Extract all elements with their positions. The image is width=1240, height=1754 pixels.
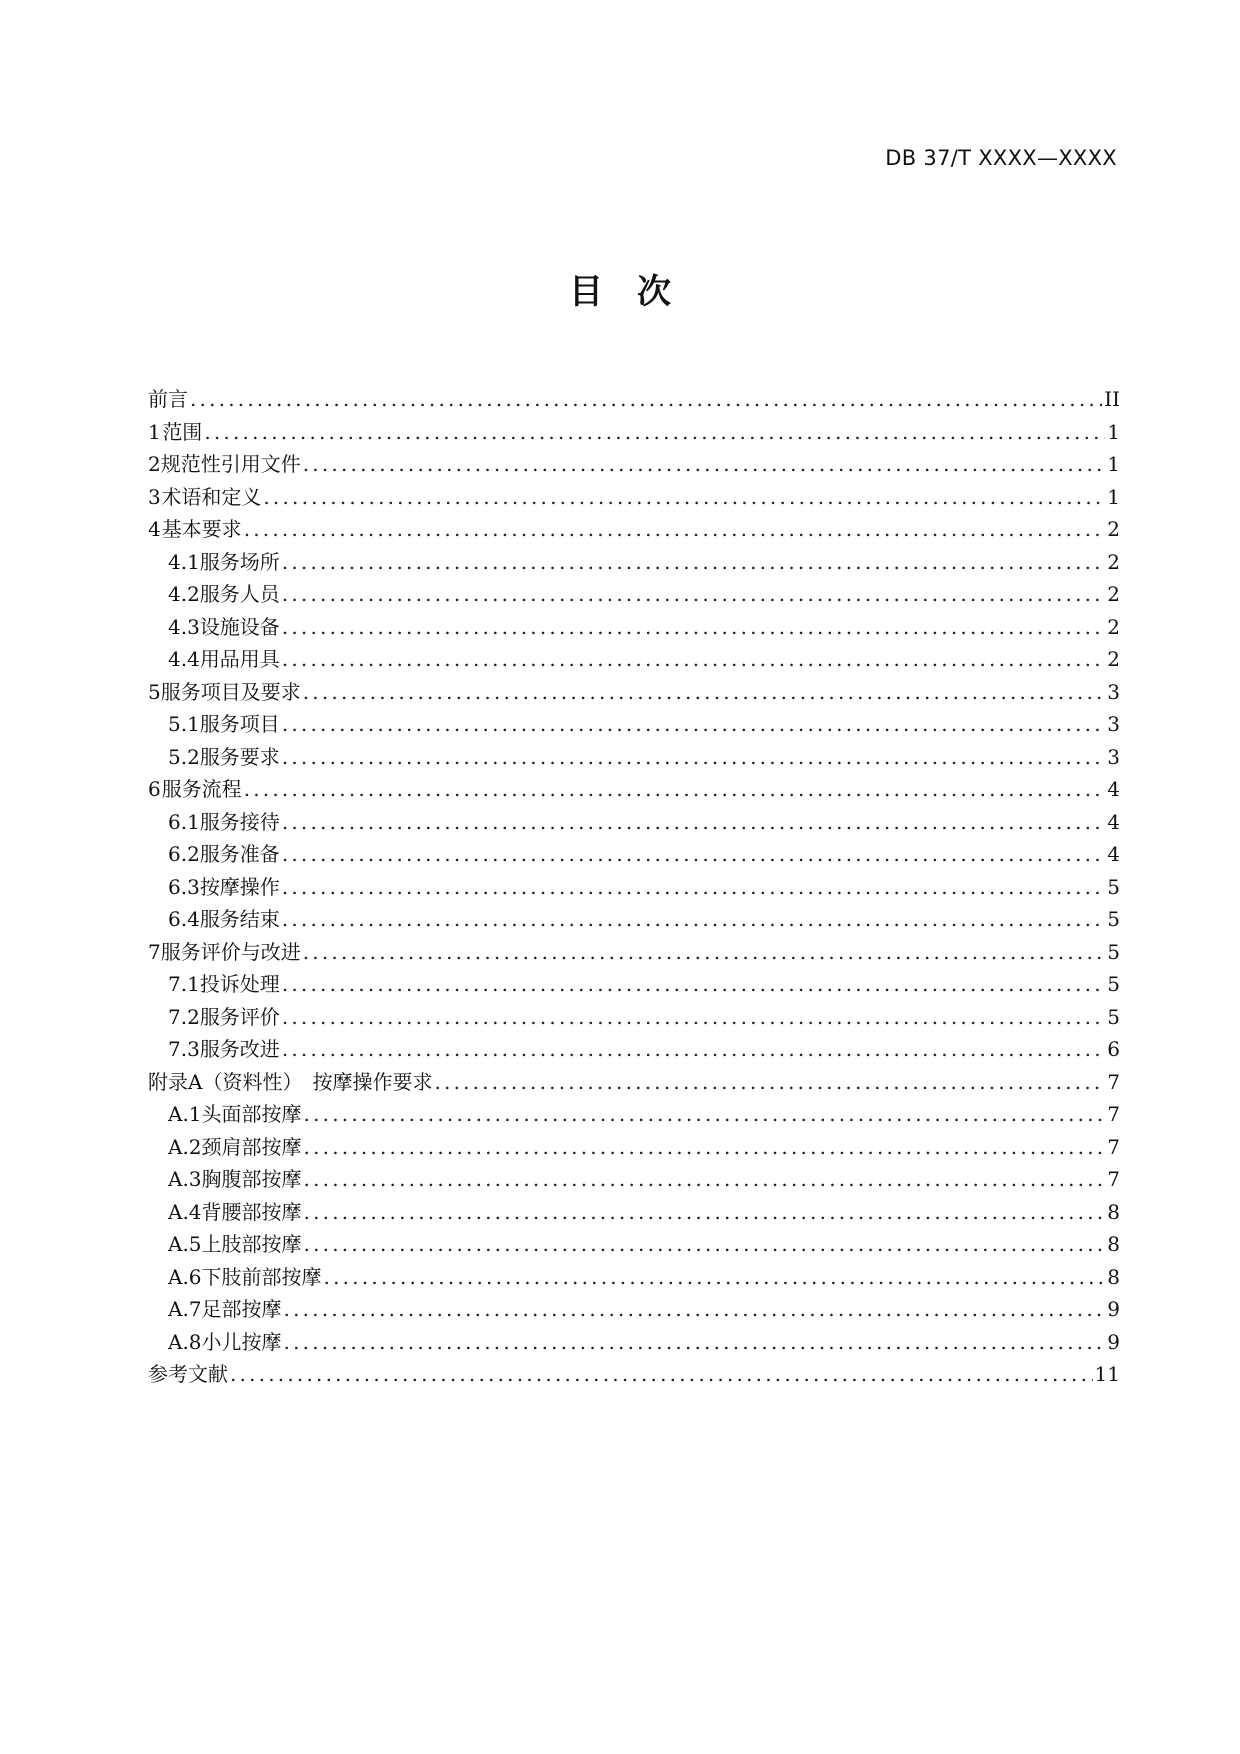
toc-entry-number: 5.1	[168, 712, 200, 736]
toc-entry-number: 5.2	[168, 744, 200, 769]
toc-entry[interactable]	[148, 1326, 1120, 1359]
toc-entry-number: A.1	[168, 1102, 202, 1126]
toc-entry[interactable]	[148, 416, 1120, 449]
toc-entry-page: 5	[1107, 907, 1120, 931]
toc-dot-leader	[304, 1131, 1106, 1164]
toc-entry[interactable]	[148, 838, 1120, 871]
toc-entry-page: 6	[1107, 1037, 1120, 1061]
toc-entry-page: 1	[1107, 419, 1120, 444]
toc-entry-label: 服务评价	[199, 1004, 280, 1029]
toc-entry[interactable]	[148, 1033, 1120, 1066]
toc-entry-label: 服务结束	[199, 907, 280, 931]
toc-entry[interactable]	[148, 1001, 1120, 1034]
toc-dot-leader	[284, 1326, 1106, 1359]
toc-entry-label: 胸腹部按摩	[201, 1167, 302, 1191]
toc-entry-page: 3	[1107, 679, 1120, 704]
toc-entry-label: 投诉处理	[199, 972, 280, 996]
toc-dot-leader	[282, 838, 1105, 871]
toc-entry[interactable]	[148, 578, 1120, 611]
toc-entry-page: 1	[1107, 484, 1120, 509]
toc-entry-label: 附录A（资料性） 按摩操作要求	[148, 1069, 433, 1094]
page-title-char-1: 目	[569, 272, 603, 312]
toc-entry-page: 5	[1107, 1004, 1120, 1029]
toc-entry-label: 服务改进	[199, 1037, 280, 1061]
toc-entry-label: 设施设备	[199, 614, 280, 639]
toc-entry-page: 7	[1107, 1134, 1120, 1159]
toc-entry-number: 3	[148, 484, 161, 509]
toc-entry[interactable]	[148, 1261, 1120, 1294]
toc-entry[interactable]	[148, 1196, 1120, 1229]
toc-dot-leader	[303, 936, 1106, 969]
toc-entry-number: 4.2	[168, 582, 200, 606]
toc-entry-number: 6.1	[168, 809, 200, 834]
toc-entry-number: 7.1	[168, 972, 200, 996]
toc-entry-number: A.8	[168, 1329, 202, 1354]
toc-entry-page: 5	[1107, 874, 1120, 899]
toc-entry-page: 9	[1107, 1297, 1120, 1321]
toc-dot-leader	[230, 1358, 1093, 1391]
toc-entry-page: 2	[1107, 517, 1120, 541]
toc-entry[interactable]	[148, 448, 1120, 481]
toc-entry-label: 服务准备	[199, 842, 280, 866]
toc-entry-number: 4	[148, 517, 161, 541]
toc-dot-leader	[434, 1066, 1105, 1099]
toc-entry-label: 参考文献	[148, 1362, 228, 1386]
toc-entry[interactable]	[148, 481, 1120, 514]
toc-entry-page: 1	[1107, 452, 1120, 476]
toc-entry-page: 3	[1107, 712, 1120, 736]
toc-entry[interactable]	[148, 936, 1120, 969]
document-code: DB 37/T XXXX—XXXX	[885, 146, 1117, 170]
toc-entry[interactable]	[148, 871, 1120, 904]
toc-dot-leader	[324, 1261, 1106, 1294]
toc-entry-label: 服务接待	[199, 809, 280, 834]
toc-entry[interactable]	[148, 383, 1120, 416]
toc-entry-page: 4	[1107, 777, 1120, 801]
toc-entry-label: 服务流程	[161, 777, 242, 801]
toc-entry-label: 服务场所	[199, 549, 280, 574]
toc-entry-page: 2	[1107, 582, 1120, 606]
toc-dot-leader	[282, 643, 1105, 676]
toc-entry-number: 4.3	[168, 614, 200, 639]
toc-entry[interactable]	[148, 903, 1120, 936]
toc-entry-page: 7	[1107, 1102, 1120, 1126]
toc-entry-number: A.4	[168, 1199, 202, 1224]
toc-entry-number: 4.4	[168, 647, 200, 671]
toc-entry-number: 6	[148, 777, 161, 801]
toc-entry-page: 2	[1107, 549, 1120, 574]
toc-dot-leader	[282, 741, 1105, 774]
toc-entry-label: 服务评价与改进	[160, 939, 301, 964]
toc-entry-label: 服务人员	[199, 582, 280, 606]
toc-entry-label: 上肢部按摩	[201, 1232, 302, 1256]
toc-dot-leader	[282, 708, 1105, 741]
toc-entry[interactable]	[148, 773, 1120, 806]
toc-dot-leader	[282, 806, 1105, 839]
toc-entry-label: 术语和定义	[161, 484, 262, 509]
toc-entry-number: 4.1	[168, 549, 200, 574]
toc-entry-number: A.6	[168, 1264, 202, 1289]
toc-entry[interactable]	[148, 513, 1120, 546]
toc-entry-number: 6.3	[168, 874, 200, 899]
toc-dot-leader	[190, 383, 1102, 416]
toc-dot-leader	[282, 1001, 1105, 1034]
toc-entry-label: 颈肩部按摩	[201, 1134, 302, 1159]
toc-entry-number: A.7	[168, 1297, 202, 1321]
toc-entry-number: 6.2	[168, 842, 200, 866]
toc-entry[interactable]	[148, 676, 1120, 709]
toc-dot-leader	[263, 481, 1105, 514]
toc-dot-leader	[304, 1228, 1106, 1261]
toc-dot-leader	[304, 1098, 1106, 1131]
toc-entry-page: 9	[1107, 1329, 1120, 1354]
toc-entry-page: 8	[1107, 1264, 1120, 1289]
toc-entry[interactable]	[148, 1293, 1120, 1326]
toc-entry-number: 7.3	[168, 1037, 200, 1061]
toc-entry[interactable]	[148, 806, 1120, 839]
toc-entry-number: A.3	[168, 1167, 202, 1191]
toc-entry[interactable]	[148, 1163, 1120, 1196]
toc-entry-page: 3	[1107, 744, 1120, 769]
toc-entry-label: 服务要求	[199, 744, 280, 769]
toc-entry[interactable]	[148, 708, 1120, 741]
toc-dot-leader	[282, 1033, 1105, 1066]
toc-entry[interactable]	[148, 1228, 1120, 1261]
toc-entry[interactable]	[148, 1066, 1120, 1099]
toc-entry-page: 4	[1107, 809, 1120, 834]
toc-dot-leader	[304, 1163, 1106, 1196]
toc-entry[interactable]	[148, 1131, 1120, 1164]
toc-entry-number: A.2	[168, 1134, 202, 1159]
toc-entry-label: 头面部按摩	[201, 1102, 302, 1126]
toc-entry-page: 5	[1107, 939, 1120, 964]
toc-entry[interactable]	[148, 611, 1120, 644]
page-title	[0, 272, 1240, 312]
toc-dot-leader	[244, 513, 1106, 546]
toc-entry-label: 基本要求	[161, 517, 242, 541]
toc-entry-page: 2	[1107, 647, 1120, 671]
toc-entry-label: 足部按摩	[201, 1297, 282, 1321]
toc-entry-label: 用品用具	[199, 647, 280, 671]
toc-entry-label: 服务项目及要求	[160, 679, 301, 704]
toc-dot-leader	[304, 1196, 1106, 1229]
toc-entry-label: 规范性引用文件	[160, 452, 301, 476]
toc-entry[interactable]	[148, 1098, 1120, 1131]
toc-dot-leader	[282, 968, 1105, 1001]
toc-entry-number: 6.4	[168, 907, 200, 931]
toc-entry-page: 7	[1107, 1069, 1120, 1094]
toc-entry-number: A.5	[168, 1232, 202, 1256]
toc-entry-page: 7	[1107, 1167, 1120, 1191]
toc-entry-label: 服务项目	[199, 712, 280, 736]
toc-dot-leader	[282, 871, 1105, 904]
toc-dot-leader	[282, 903, 1105, 936]
toc-dot-leader	[303, 676, 1106, 709]
toc-dot-leader	[282, 578, 1105, 611]
toc-entry-label: 背腰部按摩	[201, 1199, 302, 1224]
toc-entry[interactable]	[148, 643, 1120, 676]
toc-entry-label: 范围	[162, 419, 203, 444]
toc-entry-number: 7.2	[168, 1004, 200, 1029]
table-of-contents	[148, 383, 1120, 1391]
toc-dot-leader	[282, 611, 1105, 644]
toc-entry-label: 按摩操作	[199, 874, 280, 899]
page-title-char-2: 次	[637, 272, 671, 312]
toc-entry-page: 2	[1107, 614, 1120, 639]
toc-entry-page: 5	[1107, 972, 1120, 996]
toc-entry-label: 前言	[148, 387, 188, 411]
toc-dot-leader	[204, 416, 1105, 449]
toc-entry-page: 4	[1107, 842, 1120, 866]
toc-entry-page: 8	[1107, 1232, 1120, 1256]
toc-entry-page: 11	[1094, 1362, 1120, 1386]
toc-dot-leader	[303, 448, 1106, 481]
toc-entry[interactable]	[148, 968, 1120, 1001]
toc-entry-label: 小儿按摩	[201, 1329, 282, 1354]
toc-entry-label: 下肢前部按摩	[201, 1264, 322, 1289]
toc-entry[interactable]	[148, 741, 1120, 774]
toc-entry-number: 7	[148, 939, 161, 964]
toc-entry-number: 2	[148, 452, 161, 476]
toc-entry-page: II	[1104, 387, 1120, 411]
toc-dot-leader	[284, 1293, 1106, 1326]
toc-dot-leader	[282, 546, 1105, 579]
toc-entry-number: 5	[148, 679, 161, 704]
toc-entry[interactable]	[148, 1358, 1120, 1391]
toc-entry[interactable]	[148, 546, 1120, 579]
toc-dot-leader	[244, 773, 1106, 806]
toc-entry-number: 1	[148, 419, 161, 444]
toc-entry-page: 8	[1107, 1199, 1120, 1224]
